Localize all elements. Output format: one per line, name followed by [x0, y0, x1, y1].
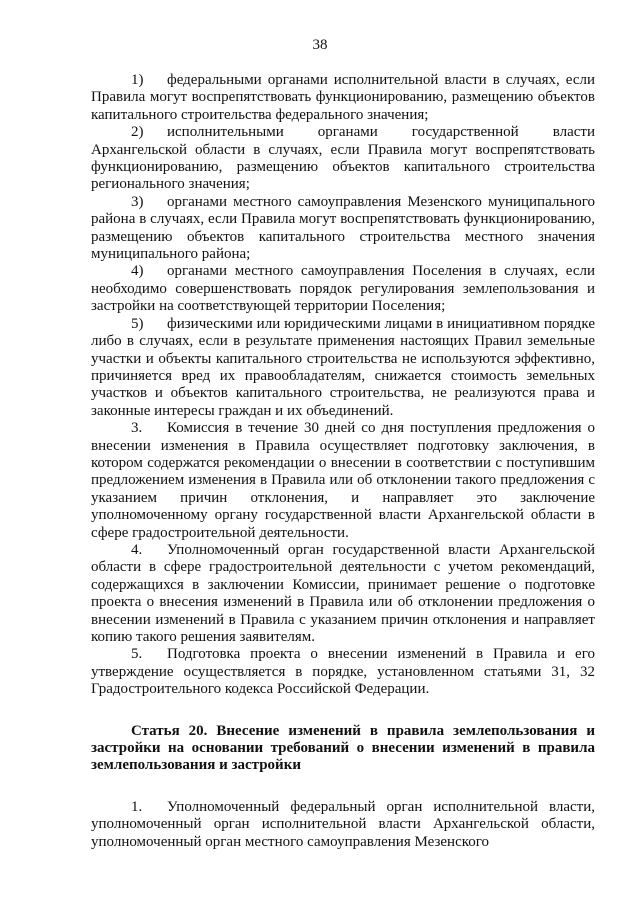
list-item-text: органами местного самоуправления Мезенского муниципального района в случаях, если Правила могут воспрепятствовать функционированию, размещению объектов капитального строительства местного значения муниципального района; [91, 193, 595, 263]
page-content [91, 72, 595, 851]
list-item-text: федеральными органами исполнительной власти в случаях, если Правила могут воспрепятствовать функционированию, размещению объектов капитального строительства федерального значения; [91, 72, 595, 123]
paragraph-number: 1. [131, 798, 143, 815]
paragraph-number: 4. [131, 541, 143, 558]
numbered-paragraph [91, 799, 595, 851]
list-item-text: физическими или юридическими лицами в инициативном порядке либо в случаях, если в результате применения настоящих Правил земельные участки и объекты капитального строительства не используются эффективно, причиняется вред их правообладателям, снижается стоимость земельных участков и объектов капитального строительства, не реализуются права и законные интересы граждан и их объединений. [91, 315, 595, 419]
paragraph-number: 5. [131, 646, 143, 663]
paragraph-text: Уполномоченный федеральный орган исполнительной власти, уполномоченный орган исполнительной власти Архангельской области, уполномоченный орган местного самоуправления Мезенского [91, 798, 595, 850]
paragraph-text: Комиссия в течение 30 дней со дня поступления предложения о внесении изменения в Правила осуществляет подготовку заключения, в котором содержатся рекомендации о внесении в соответствии с поступившим предложением изменения в Правила или об отклонении такого предложения с указанием причин отклонения, и направляет это заключение уполномоченному органу государственной власти Архангельской области в сфере градостроительной деятельности. [91, 420, 595, 541]
list-item-number: 4) [131, 263, 144, 280]
list-item-number: 1) [131, 72, 144, 88]
list-item-number: 2) [131, 124, 144, 141]
article-heading: Статья 20. Внесение изменений в правила землепользования и застройки на основании требований о внесении изменений в правила землепользования и застройки [91, 722, 595, 774]
paragraph-number: 3. [131, 420, 143, 437]
list-item [91, 124, 595, 194]
list-item-text: органами местного самоуправления Поселения в случаях, если необходимо совершенствовать порядок регулирования землепользования и застройки на соответствующей территории Поселения; [91, 263, 595, 315]
list-item [91, 263, 595, 315]
page-number: 38 [312, 37, 328, 53]
list-item-text: исполнительными органами государственной власти Архангельской области в случаях, если Правила могут воспрепятствовать функционированию, размещению объектов капитального строительства регионального значения; [91, 124, 595, 193]
list-item [91, 316, 595, 420]
list-item-number: 5) [131, 315, 144, 332]
list-item [91, 194, 595, 264]
paragraph-text: Подготовка проекта о внесении изменений в Правила и его утверждение осуществляется в порядке, установленном статьями 31, 32 Градостроительного кодекса Российской Федерации. [91, 646, 595, 698]
numbered-paragraph [91, 646, 595, 698]
list-item-number: 3) [131, 193, 144, 210]
paragraph-text: Уполномоченный орган государственной власти Архангельской области в сфере градостроительной деятельности с учетом рекомендаций, содержащихся в заключении Комиссии, принимает решение о подготовке проекта о внесения изменений в Правила или об отклонении предложения о внесении изменений в Правила с указанием причин отклонения и направляет копию такого решения заявителям. [91, 541, 595, 645]
list-item [91, 72, 595, 124]
numbered-paragraph [91, 420, 595, 542]
numbered-paragraph [91, 542, 595, 646]
